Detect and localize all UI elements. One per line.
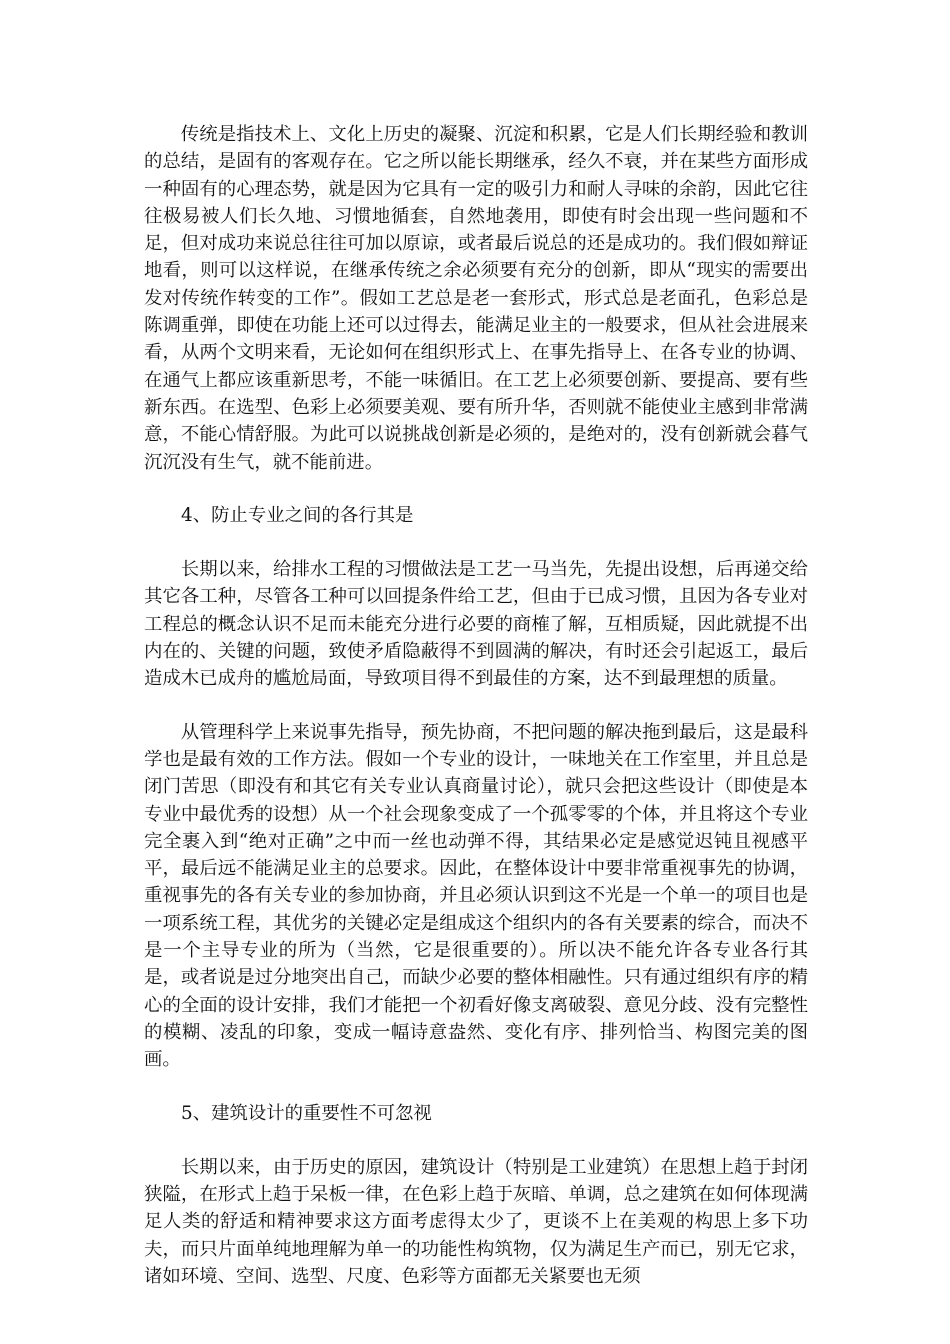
document-body: [144, 121, 808, 1316]
paragraph-habitual-practice: 长期以来，给排水工程的习惯做法是工艺一马当先，先提出设想，后再递交给其它各工种，尽管各工种可以回提条件给工艺，但由于已成习惯，且因为各专业对工程总的概念认识不足而未能充分进行必要的商榷了解，互相质疑，因此就提不出内在的、关键的问题，致使矛盾隐蔽得不到圆满的解决，有时还会引起返工，最后造成木已成舟的尴尬局面，导致项目得不到最佳的方案，达不到最理想的质量。: [144, 559, 808, 690]
paragraph-management-coordination: 从管理科学上来说事先指导，预先协商，不把问题的解决拖到最后，这是最科学也是最有效的工作方法。假如一个专业的设计，一味地关在工作室里，并且总是闭门苦思（即没有和其它有关专业认真商量讨论），就只会把这些设计（即使是本专业中最优秀的设想）从一个社会现象变成了一个孤零零的个体，并且将这个专业完全裹入到“绝对正确”之中而一丝也动弹不得，其结果必定是感觉迟钝且视感平平，最后远不能满足业主的总要求。因此，在整体设计中要非常重视事先的协调，重视事先的各有关专业的参加协商，并且必须认识到这不光是一个单一的项目也是一项系统工程，其优劣的关键必定是组成这个组织内的各有关要素的综合，而决不是一个主导专业的所为（当然，它是很重要的）。所以决不能允许各专业各行其是，或者说是过分地突出自己，而缺少必要的整体相融性。只有通过组织有序的精心的全面的设计安排，我们才能把一个初看好像支离破裂、意见分歧、没有完整性的模糊、凌乱的印象，变成一幅诗意盎然、变化有序、排列恰当、构图完美的图画。: [144, 721, 808, 1071]
paragraph-tradition-innovation: 传统是指技术上、文化上历史的凝聚、沉淀和积累，它是人们长期经验和教训的总结，是固有的客观存在。它之所以能长期继承，经久不衰，并在某些方面形成一种固有的心理态势，就是因为它具有一定的吸引力和耐人寻味的余韵，因此它往往极易被人们长久地、习惯地循套，自然地袭用，即使有时会出现一些问题和不足，但对成功来说总往往可加以原谅，或者最后说总的还是成功的。我们假如辩证地看，则可以这样说，在继承传统之余必须要有充分的创新，即从“现实的需要出发对传统作转变的工作”。假如工艺总是老一套形式，形式总是老面孔，色彩总是陈调重弹，即使在功能上还可以过得去，能满足业主的一般要求，但从社会进展来看，从两个文明来看，无论如何在组织形式上、在事先指导上、在各专业的协调、在通气上都应该重新思考，不能一味循旧。在工艺上必须要创新、要提高、要有些新东西。在选型、色彩上必须要美观、要有所升华，否则就不能使业主感到非常满意，不能心情舒服。为此可以说挑战创新是必须的，是绝对的，没有创新就会暮气沉沉没有生气，就不能前进。: [144, 124, 808, 473]
section-heading-4: 4、防止专业之间的各行其是: [181, 504, 414, 526]
section-heading-5: 5、建筑设计的重要性不可忽视: [181, 1102, 432, 1124]
paragraph-architectural-design: 长期以来，由于历史的原因，建筑设计（特别是工业建筑）在思想上趋于封闭狭隘，在形式上趋于呆板一律，在色彩上趋于灰暗、单调，总之建筑在如何体现满足人类的舒适和精神要求这方面考虑得太少了，更谈不上在美观的构思上多下功夫，而只片面单纯地理解为单一的功能性构筑物，仅为满足生产而已，别无它求，诸如环境、空间、选型、尺度、色彩等方面都无关紧要也无须: [144, 1156, 808, 1287]
